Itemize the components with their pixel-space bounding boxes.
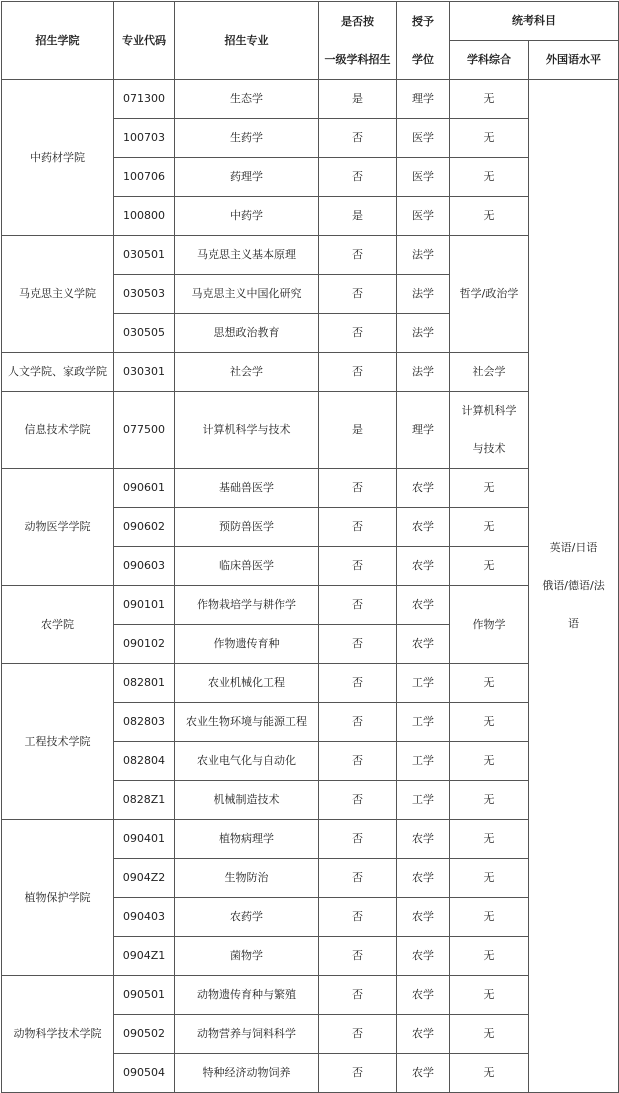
- code-cell: 082801: [114, 664, 175, 703]
- major-cell: 作物栽培学与耕作学: [175, 586, 319, 625]
- degree-cell: 医学: [397, 197, 450, 236]
- code-cell: 100706: [114, 158, 175, 197]
- code-cell: 090501: [114, 976, 175, 1015]
- subject-cell: 无: [450, 1054, 529, 1093]
- code-cell: 090502: [114, 1015, 175, 1054]
- code-cell: 100800: [114, 197, 175, 236]
- degree-cell: 农学: [397, 937, 450, 976]
- code-cell: 090401: [114, 820, 175, 859]
- major-cell: 预防兽医学: [175, 508, 319, 547]
- table-row: [2, 80, 619, 119]
- degree-cell: 农学: [397, 586, 450, 625]
- first-level-cell: 是: [319, 392, 397, 469]
- major-cell: 生药学: [175, 119, 319, 158]
- code-cell: 030503: [114, 275, 175, 314]
- major-cell: 中药学: [175, 197, 319, 236]
- table-row: [2, 586, 619, 625]
- major-cell: 机械制造技术: [175, 781, 319, 820]
- degree-cell: 医学: [397, 119, 450, 158]
- major-cell: 生态学: [175, 80, 319, 119]
- table-row: [2, 469, 619, 508]
- first-level-cell: 否: [319, 236, 397, 275]
- degree-cell: 工学: [397, 781, 450, 820]
- first-level-cell: 是: [319, 197, 397, 236]
- degree-cell: 农学: [397, 508, 450, 547]
- degree-cell: 法学: [397, 314, 450, 353]
- table-row: [2, 664, 619, 703]
- code-cell: 090101: [114, 586, 175, 625]
- first-level-cell: 否: [319, 1054, 397, 1093]
- header-major: 招生专业: [175, 2, 319, 80]
- header-subject-comprehensive: 学科综合: [450, 41, 529, 80]
- college-cell: 信息技术学院: [2, 392, 114, 469]
- subject-cell-line1: 计算机科学: [461, 404, 517, 417]
- college-cell: 马克思主义学院: [2, 236, 114, 353]
- admissions-table: [1, 1, 619, 1093]
- code-cell: 082804: [114, 742, 175, 781]
- college-cell: 工程技术学院: [2, 664, 114, 820]
- code-cell: 0904Z2: [114, 859, 175, 898]
- first-level-cell: 否: [319, 703, 397, 742]
- major-cell: 基础兽医学: [175, 469, 319, 508]
- subject-cell: 无: [450, 469, 529, 508]
- first-level-cell: 是: [319, 80, 397, 119]
- degree-cell: 工学: [397, 703, 450, 742]
- foreign-language-line1: 英语/日语: [549, 541, 598, 554]
- first-level-cell: 否: [319, 314, 397, 353]
- header-degree: [397, 2, 450, 80]
- degree-cell: 医学: [397, 158, 450, 197]
- header-unified-exam: 统考科目: [450, 2, 619, 41]
- degree-cell: 农学: [397, 625, 450, 664]
- major-cell: 马克思主义基本原理: [175, 236, 319, 275]
- code-cell: 030505: [114, 314, 175, 353]
- first-level-cell: 否: [319, 664, 397, 703]
- major-cell: 植物病理学: [175, 820, 319, 859]
- major-cell: 作物遗传育种: [175, 625, 319, 664]
- first-level-cell: 否: [319, 469, 397, 508]
- college-cell: 农学院: [2, 586, 114, 664]
- degree-cell: 农学: [397, 469, 450, 508]
- header-college: 招生学院: [2, 2, 114, 80]
- subject-cell: 无: [450, 664, 529, 703]
- code-cell: 090602: [114, 508, 175, 547]
- first-level-cell: 否: [319, 859, 397, 898]
- subject-cell: 无: [450, 820, 529, 859]
- code-cell: 077500: [114, 392, 175, 469]
- table-row: [2, 820, 619, 859]
- header-first-level-line2: 一级学科招生: [324, 52, 391, 66]
- first-level-cell: 否: [319, 547, 397, 586]
- degree-cell: 农学: [397, 547, 450, 586]
- subject-cell: [450, 392, 529, 469]
- code-cell: 0904Z1: [114, 937, 175, 976]
- first-level-cell: 否: [319, 275, 397, 314]
- subject-cell: 无: [450, 80, 529, 119]
- degree-cell: 理学: [397, 392, 450, 469]
- foreign-language-line3: 语: [568, 617, 579, 630]
- first-level-cell: 否: [319, 976, 397, 1015]
- first-level-cell: 否: [319, 158, 397, 197]
- code-cell: 0828Z1: [114, 781, 175, 820]
- code-cell: 090504: [114, 1054, 175, 1093]
- subject-cell: 无: [450, 547, 529, 586]
- subject-cell: 社会学: [450, 353, 529, 392]
- code-cell: 030501: [114, 236, 175, 275]
- major-cell: 思想政治教育: [175, 314, 319, 353]
- table-row: [2, 976, 619, 1015]
- subject-cell: 无: [450, 197, 529, 236]
- major-cell: 社会学: [175, 353, 319, 392]
- major-cell: 菌物学: [175, 937, 319, 976]
- college-cell: 动物医学学院: [2, 469, 114, 586]
- degree-cell: 法学: [397, 236, 450, 275]
- degree-cell: 法学: [397, 353, 450, 392]
- major-cell: 动物营养与饲料科学: [175, 1015, 319, 1054]
- degree-cell: 农学: [397, 1054, 450, 1093]
- code-cell: 030301: [114, 353, 175, 392]
- code-cell: 071300: [114, 80, 175, 119]
- table-body: [2, 80, 619, 1093]
- code-cell: 100703: [114, 119, 175, 158]
- header-code: 专业代码: [114, 2, 175, 80]
- degree-cell: 农学: [397, 898, 450, 937]
- subject-cell: 无: [450, 781, 529, 820]
- foreign-language-cell: [529, 80, 619, 1093]
- subject-cell: 哲学/政治学: [450, 236, 529, 353]
- major-cell: 农业生物环境与能源工程: [175, 703, 319, 742]
- major-cell: 临床兽医学: [175, 547, 319, 586]
- degree-cell: 法学: [397, 275, 450, 314]
- major-cell: 计算机科学与技术: [175, 392, 319, 469]
- major-cell: 农业电气化与自动化: [175, 742, 319, 781]
- first-level-cell: 否: [319, 1015, 397, 1054]
- major-cell: 药理学: [175, 158, 319, 197]
- subject-cell: 无: [450, 1015, 529, 1054]
- first-level-cell: 否: [319, 119, 397, 158]
- college-cell: 人文学院、家政学院: [2, 353, 114, 392]
- subject-cell: 无: [450, 703, 529, 742]
- degree-cell: 工学: [397, 742, 450, 781]
- major-cell: 农药学: [175, 898, 319, 937]
- major-cell: 农业机械化工程: [175, 664, 319, 703]
- subject-cell: 作物学: [450, 586, 529, 664]
- table-row: [2, 353, 619, 392]
- college-cell: 中药材学院: [2, 80, 114, 236]
- degree-cell: 工学: [397, 664, 450, 703]
- header-degree-line1: 授予: [412, 14, 434, 28]
- major-cell: 特种经济动物饲养: [175, 1054, 319, 1093]
- college-cell: 动物科学技术学院: [2, 976, 114, 1093]
- degree-cell: 农学: [397, 820, 450, 859]
- first-level-cell: 否: [319, 820, 397, 859]
- table-row: [2, 392, 619, 469]
- header-first-level-line1: 是否按: [341, 14, 374, 28]
- degree-cell: 农学: [397, 1015, 450, 1054]
- code-cell: 090403: [114, 898, 175, 937]
- subject-cell: 无: [450, 898, 529, 937]
- foreign-language-line2: 俄语/德语/法: [542, 579, 605, 592]
- header-first-level: [319, 2, 397, 80]
- subject-cell: 无: [450, 859, 529, 898]
- major-cell: 动物遗传育种与繁殖: [175, 976, 319, 1015]
- college-cell: 植物保护学院: [2, 820, 114, 976]
- major-cell: 生物防治: [175, 859, 319, 898]
- subject-cell-line2: 与技术: [472, 442, 506, 455]
- subject-cell: 无: [450, 508, 529, 547]
- first-level-cell: 否: [319, 937, 397, 976]
- header-foreign-language: 外国语水平: [529, 41, 619, 80]
- code-cell: 082803: [114, 703, 175, 742]
- first-level-cell: 否: [319, 781, 397, 820]
- header-degree-line2: 学位: [412, 52, 434, 66]
- first-level-cell: 否: [319, 353, 397, 392]
- code-cell: 090601: [114, 469, 175, 508]
- subject-cell: 无: [450, 976, 529, 1015]
- first-level-cell: 否: [319, 586, 397, 625]
- code-cell: 090603: [114, 547, 175, 586]
- first-level-cell: 否: [319, 508, 397, 547]
- first-level-cell: 否: [319, 625, 397, 664]
- degree-cell: 农学: [397, 976, 450, 1015]
- table-row: [2, 236, 619, 275]
- code-cell: 090102: [114, 625, 175, 664]
- first-level-cell: 否: [319, 742, 397, 781]
- degree-cell: 农学: [397, 859, 450, 898]
- subject-cell: 无: [450, 937, 529, 976]
- subject-cell: 无: [450, 119, 529, 158]
- subject-cell: 无: [450, 158, 529, 197]
- first-level-cell: 否: [319, 898, 397, 937]
- degree-cell: 理学: [397, 80, 450, 119]
- major-cell: 马克思主义中国化研究: [175, 275, 319, 314]
- subject-cell: 无: [450, 742, 529, 781]
